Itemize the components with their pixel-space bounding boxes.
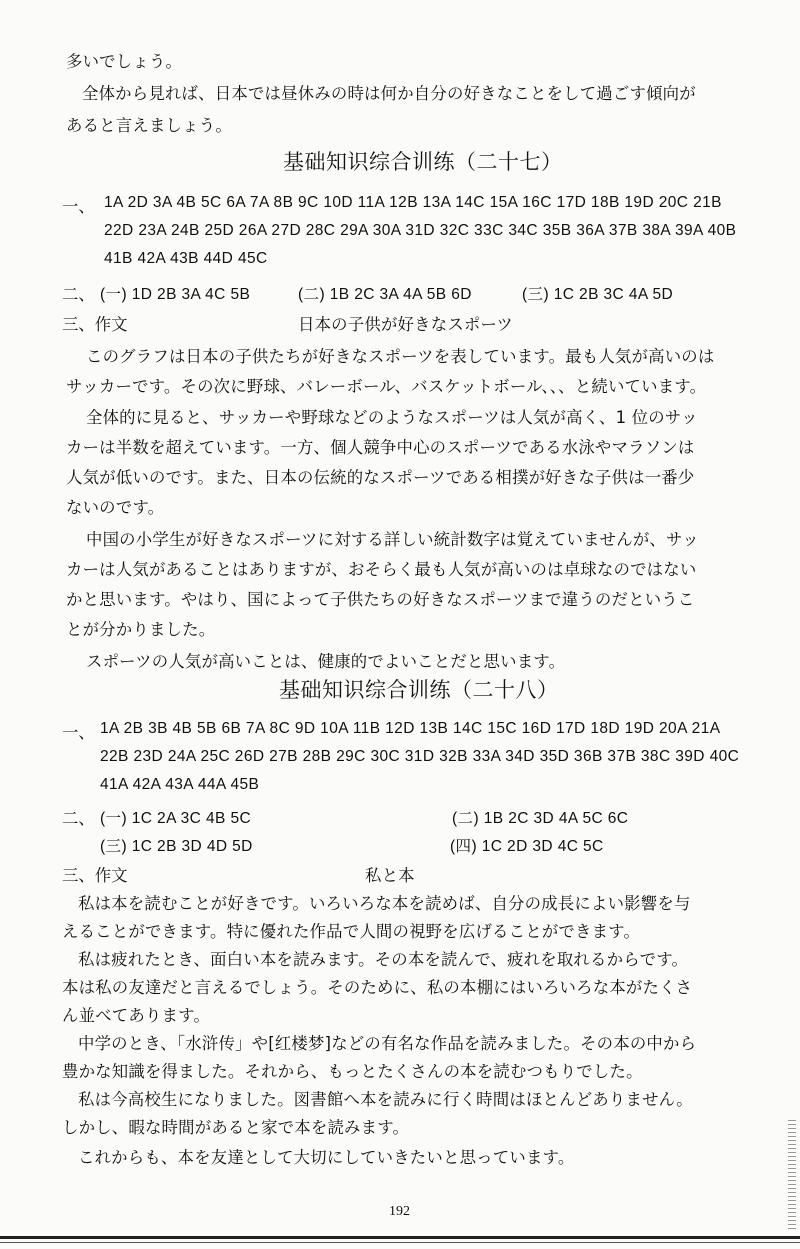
s27-part2-label: 二、 xyxy=(62,285,95,304)
s27-para2-line-3: 人気が低いのです。また、日本の伝統的なスポーツである相撲が好きな子供は一番少 xyxy=(66,468,695,487)
s27-part2-group-3: (三) 1C 2B 3C 4A 5D xyxy=(522,286,674,303)
s27-para2-line-2: カーは半数を超えています。一方、個人競争中心のスポーツである水泳やマラソンは xyxy=(66,438,695,457)
s28-part3-label: 三、作文 xyxy=(62,866,128,885)
s27-essay-title: 日本の子供が好きなスポーツ xyxy=(298,315,514,334)
s28-part1-label: 一、 xyxy=(62,723,95,742)
s28-para4-line-2: しかし、暇な時間があると家で本を読みます。 xyxy=(62,1118,410,1137)
s27-part1-label: 一、 xyxy=(62,197,95,216)
s28-part1-answers-line-1: 1A 2B 3B 4B 5B 6B 7A 8C 9D 10A 11B 12D 13B 14C 15C 16D 17D 18D 19D 20A 21A xyxy=(100,720,721,737)
s27-para3-line-1: 中国の小学生が好きなスポーツに対する詳しい統計数字は覚えていませんが、サッ xyxy=(86,530,699,549)
bottom-rule xyxy=(0,1236,800,1239)
section-28-title: 基础知识综合训练（二十八） xyxy=(279,678,559,702)
s28-part2-group-2: (二) 1B 2C 3D 4A 5C 6C xyxy=(452,810,629,827)
s28-para1-line-1: 私は本を読むことが好きです。いろいろな本を読めば、自分の成長によい影響を与 xyxy=(78,894,691,913)
s27-part1-answers-line-2: 22D 23A 24B 25D 26A 27D 28C 29A 30A 31D 32C 33C 34C 35B 36A 37B 38A 39A 40B xyxy=(104,222,737,239)
s27-para3-line-2: カーは人気があることはありますが、おそらく最も人気が高いのは卓球なのではない xyxy=(66,560,697,579)
s27-para1-line-1: このグラフは日本の子供たちが好きなスポーツを表しています。最も人気が高いのは xyxy=(86,347,715,366)
s28-para2-line-3: ん並べてあります。 xyxy=(62,1006,211,1025)
s28-para1-line-2: えることができます。特に優れた作品で人間の視野を広げることができます。 xyxy=(62,922,641,941)
s27-part2-group-2: (二) 1B 2C 3A 4A 5B 6D xyxy=(298,286,472,303)
intro-line-3: あると言えましょう。 xyxy=(66,116,232,135)
s27-para3-line-3: かと思います。やはり、国によって子供たちの好きなスポーツまで違うのだというこ xyxy=(66,590,695,609)
s28-part2-group-1: (一) 1C 2A 3C 4B 5C xyxy=(100,810,252,827)
s28-para2-line-1: 私は疲れたとき、面白い本を読みます。その本を読んで、疲れを取れるからです。 xyxy=(78,950,689,969)
section-27-title: 基础知识综合训练（二十七） xyxy=(283,150,563,174)
s28-part1-answers-line-2: 22B 23D 24A 25C 26D 27B 28B 29C 30C 31D 32B 33A 34D 35D 36B 37B 38C 39D 40C xyxy=(100,748,740,765)
s27-para4-line-1: スポーツの人気が高いことは、健康的でよいことだと思います。 xyxy=(86,652,566,671)
s28-essay-title: 私と本 xyxy=(365,866,415,885)
s27-para3-line-4: とが分かりました。 xyxy=(66,620,216,639)
s27-part2-group-1: (一) 1D 2B 3A 4C 5B xyxy=(100,286,251,303)
s28-para4-line-1: 私は今高校生になりました。図書館へ本を読みに行く時間はほとんどありません。 xyxy=(78,1090,693,1109)
s27-part1-answers-line-3: 41B 42A 43B 44D 45C xyxy=(104,250,268,267)
s28-part1-answers-line-3: 41A 42A 43A 44A 45B xyxy=(100,776,260,793)
bottom-rule-thin xyxy=(0,1242,800,1243)
s28-part2-group-4: (四) 1C 2D 3D 4C 5C xyxy=(450,838,604,855)
s27-para1-line-2: サッカーです。その次に野球、バレーボール、バスケットボール、、、と続いています。 xyxy=(66,377,707,396)
s27-para2-line-1: 全体的に見ると、サッカーや野球などのようなスポーツは人気が高く、1 位のサッ xyxy=(86,408,698,427)
s28-para5-line-1: これからも、本を友達として大切にしていきたいと思っています。 xyxy=(78,1148,575,1167)
s28-para2-line-2: 本は私の友達だと言えるでしょう。そのために、私の本棚にはいろいろな本がたくさ xyxy=(62,978,693,997)
intro-line-1: 多いでしょう。 xyxy=(66,52,183,71)
s28-para3-line-1: 中学のとき、「水浒传」や[红楼梦]などの有名な作品を読みました。その本の中から xyxy=(78,1034,697,1053)
intro-line-2: 全体から見れば、日本では昼休みの時は何か自分の好きなことをして過ごす傾向が xyxy=(82,84,696,103)
page-number: 192 xyxy=(389,1204,410,1219)
s28-para3-line-2: 豊かな知識を得ました。それから、もっとたくさんの本を読むつもりでした。 xyxy=(62,1062,643,1081)
s28-part2-label: 二、 xyxy=(62,809,95,828)
s27-para2-line-4: ないのです。 xyxy=(66,498,165,517)
scan-edge-marks xyxy=(788,1120,796,1230)
s27-part3-label: 三、作文 xyxy=(62,315,128,334)
s27-part1-answers-line-1: 1A 2D 3A 4B 5C 6A 7A 8B 9C 10D 11A 12B 13A 14C 15A 16C 17D 18B 19D 20C 21B xyxy=(104,194,722,211)
s28-part2-group-3: (三) 1C 2B 3D 4D 5D xyxy=(100,838,253,855)
